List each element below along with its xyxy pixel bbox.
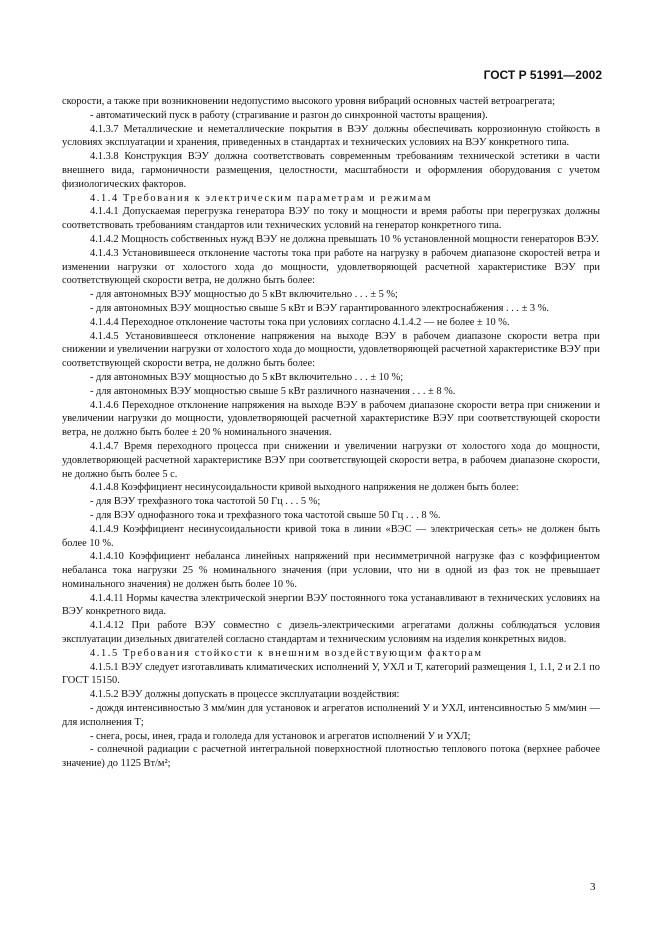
list-item: - для автономных ВЭУ мощностью свыше 5 кВт и ВЭУ гарантированного электроснабжения . . . ± 3 %.	[90, 302, 549, 314]
list-item: - дождя интенсивностью 3 мм/мин для установок и агрегатов исполнений У и УХЛ, интенсивностью 5 мм/мин — для исполнения Т;	[62, 703, 600, 728]
section-heading: 4.1.5 Требования стойкости к внешним воздействующим факторам	[90, 647, 483, 659]
paragraph: 4.1.4.9 Коэффициент несинусоидальности кривой тока в линии «ВЭС — электрическая сеть» не должен быть более 10 %.	[62, 523, 600, 549]
page-number: 3	[590, 881, 596, 893]
paragraph: 4.1.4.2 Мощность собственных нужд ВЭУ не должна превышать 10 % установленной мощности генераторов ВЭУ.	[90, 233, 599, 245]
section-heading: 4.1.4 Требования к электрическим параметрам и режимам	[90, 192, 433, 204]
paragraph: 4.1.3.8 Конструкция ВЭУ должна соответствовать современным требованиям технической эстетики в части внешнего вида, гармоничности размещения, целостности, масштабности и оформления оборудования с учетом физиологических факторов.	[62, 151, 600, 190]
paragraph: 4.1.4.8 Коэффициент несинусоидальности кривой выходного напряжения не должен быть более:	[90, 482, 519, 494]
list-item: - для автономных ВЭУ мощностью до 5 кВт включительно . . . ± 10 %;	[90, 371, 404, 383]
paragraph: 4.1.4.6 Переходное отклонение напряжения на выходе ВЭУ в рабочем диапазоне скорости ветра при снижении и увеличении нагрузки до мощности, удовлетворяющей расчетной характеристике ВЭУ при соответствующей скорости ветра, не должно быть более ± 20 % номинального значения.	[62, 399, 600, 439]
document-body	[62, 95, 600, 771]
list-item: - для автономных ВЭУ мощностью свыше 5 кВт различного назначения . . . ± 8 %.	[90, 385, 456, 397]
list-item: - для ВЭУ трехфазного тока частотой 50 Гц . . . 5 %;	[90, 496, 321, 508]
list-item: - для ВЭУ однофазного тока и трехфазного тока частотой свыше 50 Гц . . . 8 %.	[90, 509, 441, 521]
paragraph: скорости, а также при возникновении недопустимо высокого уровня вибраций основных частей ветроагрегата;	[62, 96, 556, 107]
list-item: - для автономных ВЭУ мощностью до 5 кВт включительно . . . ± 5 %;	[90, 289, 398, 301]
paragraph: 4.1.4.4 Переходное отклонение частоты тока при условиях согласно 4.1.4.2 — не более ± 10 %.	[90, 316, 510, 328]
paragraph: 4.1.3.7 Металлические и неметаллические покрытия в ВЭУ должны обеспечивать коррозионную стойкость в условиях эксплуатации и хранения, приведенных в стандартах и технических условиях на ВЭУ конкретного типа.	[62, 123, 600, 149]
paragraph: 4.1.5.1 ВЭУ следует изготавливать климатических исполнений У, УХЛ и Т, категорий размещения 1, 1.1, 2 и 2.1 по ГОСТ 15150.	[62, 661, 600, 687]
paragraph: 4.1.5.2 ВЭУ должны допускать в процессе эксплуатации воздействия:	[90, 689, 400, 701]
paragraph: 4.1.4.1 Допускаемая перегрузка генератора ВЭУ по току и мощности и время работы при перегрузках должны соответствовать требованиям стандартов или технических условий на генератор конкретного типа.	[62, 206, 600, 232]
paragraph: 4.1.4.3 Установившееся отклонение частоты тока при работе на нагрузку в рабочем диапазоне скоростей ветра и изменении нагрузки от холостого хода до мощности, удовлетворяющей расчетной характеристике ВЭУ при соответствующей скорости ветра, не должно быть более:	[62, 247, 600, 287]
list-item: - солнечной радиации с расчетной интегральной поверхностной плотностью теплового потока (верхнее рабочее значение) до 1125 Вт/м²;	[62, 744, 600, 770]
paragraph: 4.1.4.12 При работе ВЭУ совместно с дизель-электрическими агрегатами должны соблюдаться условия эксплуатации дизельных двигателей согласно стандартам и техническим условиям на изделия конкретных видов.	[62, 620, 600, 646]
list-item: - автоматический пуск в работу (страгивание и разгон до синхронной частоты вращения).	[90, 109, 488, 121]
paragraph: 4.1.4.5 Установившееся отклонение напряжения на выходе ВЭУ в рабочем диапазоне скорости ветра при снижении и увеличении нагрузки от холостого хода до мощности, удовлетворяющей расчетной характеристике ВЭУ при соответствующей скорости ветра, не должно быть более:	[62, 330, 600, 370]
paragraph: 4.1.4.11 Нормы качества электрической энергии ВЭУ постоянного тока устанавливают в технических условиях на ВЭУ конкретного вида.	[62, 592, 600, 618]
list-item: - снега, росы, инея, града и гололеда для установок и агрегатов исполнений У и УХЛ;	[90, 730, 471, 742]
paragraph: 4.1.4.10 Коэффициент небаланса линейных напряжений при несимметричной нагрузке фаз с коэффициентом небаланса тока нагрузки 25 % номинального значения (при условии, что ни в одной из фаз ток не превышает номинального значения) не должен быть более 10 %.	[62, 551, 600, 590]
page-header-code: ГОСТ Р 51991—2002	[483, 68, 602, 82]
paragraph: 4.1.4.7 Время переходного процесса при снижении и увеличении нагрузки от холостого хода до мощности, удовлетворяющей расчетной характеристике ВЭУ при соответствующей скорости ветра, в рабочем диапазоне скорости, не должно быть более 5 с.	[62, 440, 600, 480]
